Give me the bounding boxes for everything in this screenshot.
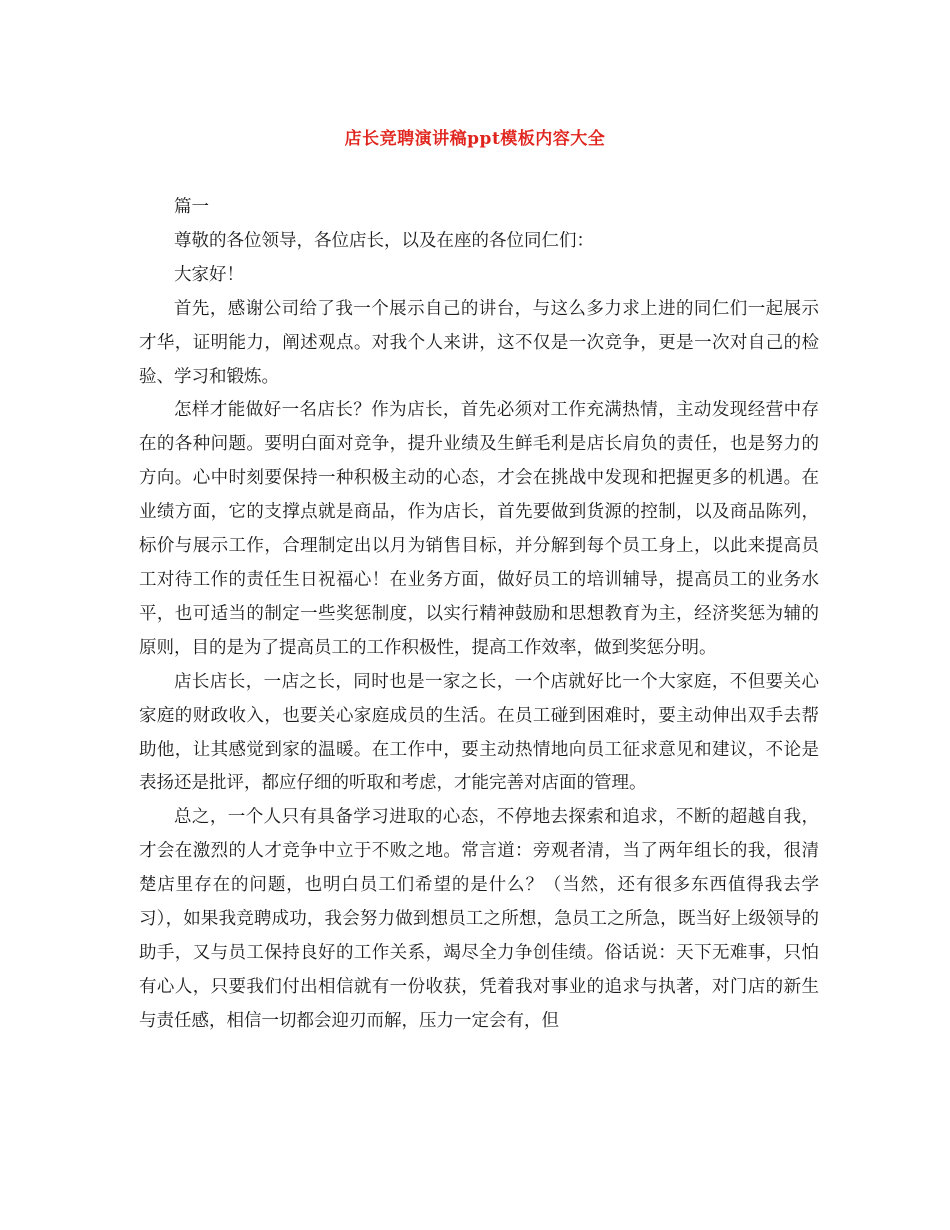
salutation: 尊敬的各位领导，各位店长，以及在座的各位同仁们： bbox=[174, 230, 594, 251]
greeting: 大家好！ bbox=[174, 264, 244, 285]
section-heading: 篇一 bbox=[174, 197, 209, 217]
paragraph: 总之，一个人只有具备学习进取的心态，不停地去探索和追求，不断的超越自我，才会在激烈的人才竞争中立于不败之地。常言道：旁观者清，当了两年组长的我，很清楚店里存在的问题，也明白员工们希望的是什么？（当然，还有很多东西值得我去学习），如果我竞聘成功，我会努力做到想员工之所想，急员工之所急，既当好上级领导的助手，又与员工保持良好的工作关系，竭尽全力争创佳绩。俗话说：天下无难事，只怕有心人，只要我们付出相信就有一份收获，凭着我对事业的追求与执著，对门店的新生与责任感，相信一切都会迎刃而解，压力一定会有，但 bbox=[139, 807, 819, 1031]
document-body bbox=[139, 191, 819, 1039]
paragraph: 店长店长，一店之长，同时也是一家之长，一个店就好比一个大家庭，不但要关心家庭的财政收入，也要关心家庭成员的生活。在员工碰到困难时，要主动伸出双手去帮助他，让其感觉到家的温暖。在工作中，要主动热情地向员工征求意见和建议，不论是表扬还是批评，都应仔细的听取和考虑，才能完善对店面的管理。 bbox=[139, 671, 819, 794]
paragraph: 怎样才能做好一名店长？作为店长，首先必须对工作充满热情，主动发现经营中存在的各种问题。要明白面对竞争，提升业绩及生鲜毛利是店长肩负的责任，也是努力的方向。心中时刻要保持一种积极主动的心态，才会在挑战中发现和把握更多的机遇。在业绩方面，它的支撑点就是商品，作为店长，首先要做到货源的控制，以及商品陈列，标价与展示工作，合理制定出以月为销售目标，并分解到每个员工身上，以此来提高员工对待工作的责任生日祝福心！在业务方面，做好员工的培训辅导，提高员工的业务水平，也可适当的制定一些奖惩制度，以实行精神鼓励和思想教育为主，经济奖惩为辅的原则，目的是为了提高员工的工作积极性，提高工作效率，做到奖惩分明。 bbox=[139, 400, 819, 658]
document-title: 店长竞聘演讲稿ppt模板内容大全 bbox=[344, 129, 606, 149]
paragraph: 首先，感谢公司给了我一个展示自己的讲台，与这么多力求上进的同仁们一起展示才华，证明能力，阐述观点。对我个人来讲，这不仅是一次竞争，更是一次对自己的检验、学习和锻炼。 bbox=[139, 298, 819, 387]
